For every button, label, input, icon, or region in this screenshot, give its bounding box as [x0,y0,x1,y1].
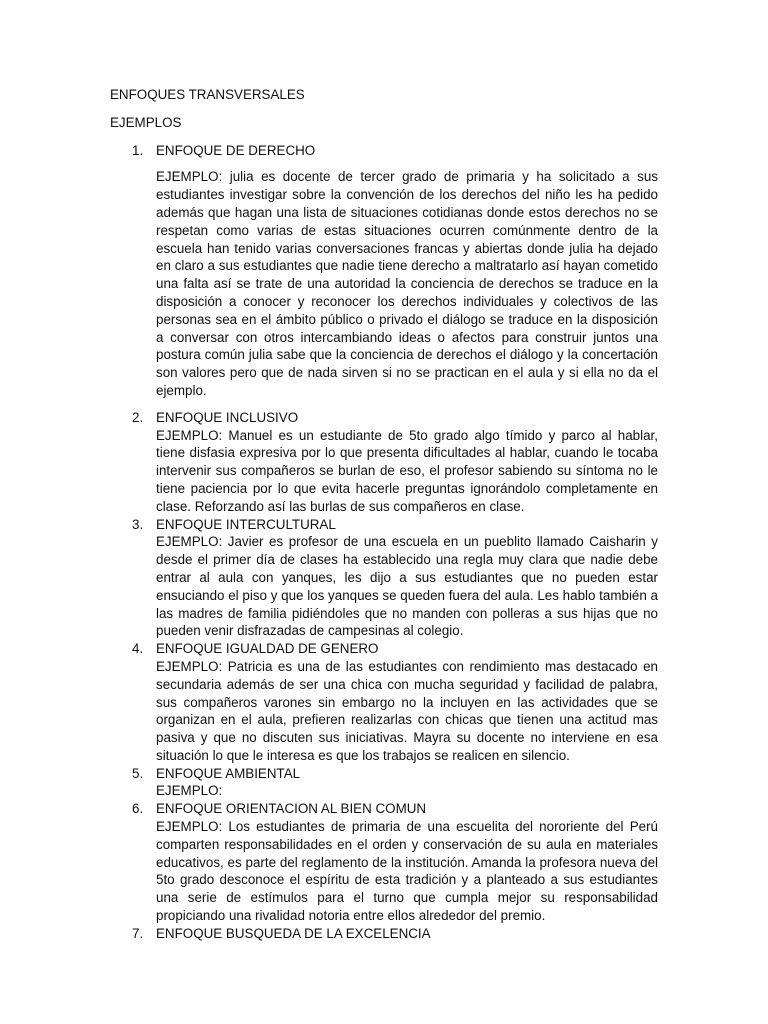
list-item-heading: ENFOQUE BUSQUEDA DE LA EXCELENCIA [156,925,431,941]
list-item-number: 4. [132,641,144,657]
list-item-example: EJEMPLO: [156,783,223,799]
list-item-heading: ENFOQUE DE DERECHO [156,142,316,158]
list-item-number: 1. [132,142,144,158]
list-item-heading: ENFOQUE INTERCULTURAL [156,516,336,532]
list-item-enfoque-inclusivo [110,409,658,516]
document-subtitle: EJEMPLOS [110,114,182,130]
list-item-enfoque-igualdad-genero [110,640,658,765]
list-item-example: EJEMPLO: julia es docente de tercer grado de primaria y ha solicitado a sus estudiantes investigar sobre la convención de los derechos del niño les ha pedido además que hagan una lista de situaciones cotidianas donde estos derechos no se respetan como varias de estas situaciones ocurren comúnmente dentro de la escuela han tenido varias conversaciones francas y abiertas donde julia ha dejado en claro a sus estudiantes que nadie tiene derecho a maltratarlo así hayan cometido una falta así se trate de una autoridad la conciencia de derechos se traduce en la disposición a conocer y reconocer los derechos individuales y colectivos de las personas sea en el ámbito público o privado el diálogo se traduce en la disposición a conversar con otros intercambiando ideas o afectos para construir juntos una postura común julia sabe que la conciencia de derechos el diálogo y la concertación son valores pero que de nada sirven si no se practican en el aula y si ella no da el ejemplo. [156,169,658,398]
list-item-enfoque-excelencia [110,925,658,943]
list-item-heading: ENFOQUE IGUALDAD DE GENERO [156,641,379,657]
list-item-example: EJEMPLO: Javier es profesor de una escuela en un pueblito llamado Caisharin y desde el primer día de clases ha establecido una regla muy clara que nadie debe entrar al aula con yanques, les dijo a sus estudiantes que no pueden estar ensuciando el piso y que los yanques se queden fuera del aula. Les hablo también a las madres de familia pidiéndoles que no manden con polleras a sus hijas que no pueden venir disfrazadas de campesinas al colegio. [156,534,658,639]
list-item-enfoque-intercultural [110,516,658,641]
list-item-heading: ENFOQUE ORIENTACION AL BIEN COMUN [156,801,427,817]
list-item-heading: ENFOQUE AMBIENTAL [156,765,301,781]
list-item-number: 7. [132,925,144,941]
list-item-number: 5. [132,765,144,781]
list-item-example: EJEMPLO: Patricia es una de las estudiantes con rendimiento mas destacado en secundaria además de ser una chica con mucha seguridad y facilidad de palabra, sus compañeros varones sin embargo no la incluyen en las actividades que se organizan en el aula, prefieren realizarlas con chicas que tienen una actitud mas pasiva y que no discuten sus iniciativas. Mayra su docente no interviene en esa situación lo que le interesa es que los trabajos se realicen en silencio. [156,658,658,763]
list-item-number: 6. [132,801,144,817]
enfoques-list [110,142,658,943]
list-item-enfoque-derecho [110,142,658,400]
document-body [110,86,658,943]
document-title: ENFOQUES TRANSVERSALES [110,87,305,102]
list-item-example: EJEMPLO: Manuel es un estudiante de 5to grado algo tímido y parco al hablar, tiene disfasia expresiva por lo que presenta dificultades al hablar, cuando le tocaba intervenir sus compañeros se burlan de eso, el profesor sabiendo su síntoma no le tiene paciencia por lo que evita hacerle preguntas ignorándolo completamente en clase. Reforzando así las burlas de sus compañeros en clase. [156,427,658,514]
list-item-enfoque-ambiental [110,765,658,801]
list-item-example: EJEMPLO: Los estudiantes de primaria de una escuelita del nororiente del Perú comparten responsabilidades en el orden y conservación de su aula en materiales educativos, es parte del reglamento de la institución. Amanda la profesora nueva del 5to grado desconoce el espíritu de esta tradición y a planteado a sus estudiantes una serie de estímulos para el turno que cumpla mejor su responsabilidad propiciando una rivalidad notoria entre ellos alrededor del premio. [156,819,658,924]
list-item-number: 2. [132,409,144,425]
list-item-number: 3. [132,516,144,532]
list-item-heading: ENFOQUE INCLUSIVO [156,409,299,425]
list-item-enfoque-bien-comun [110,800,658,925]
